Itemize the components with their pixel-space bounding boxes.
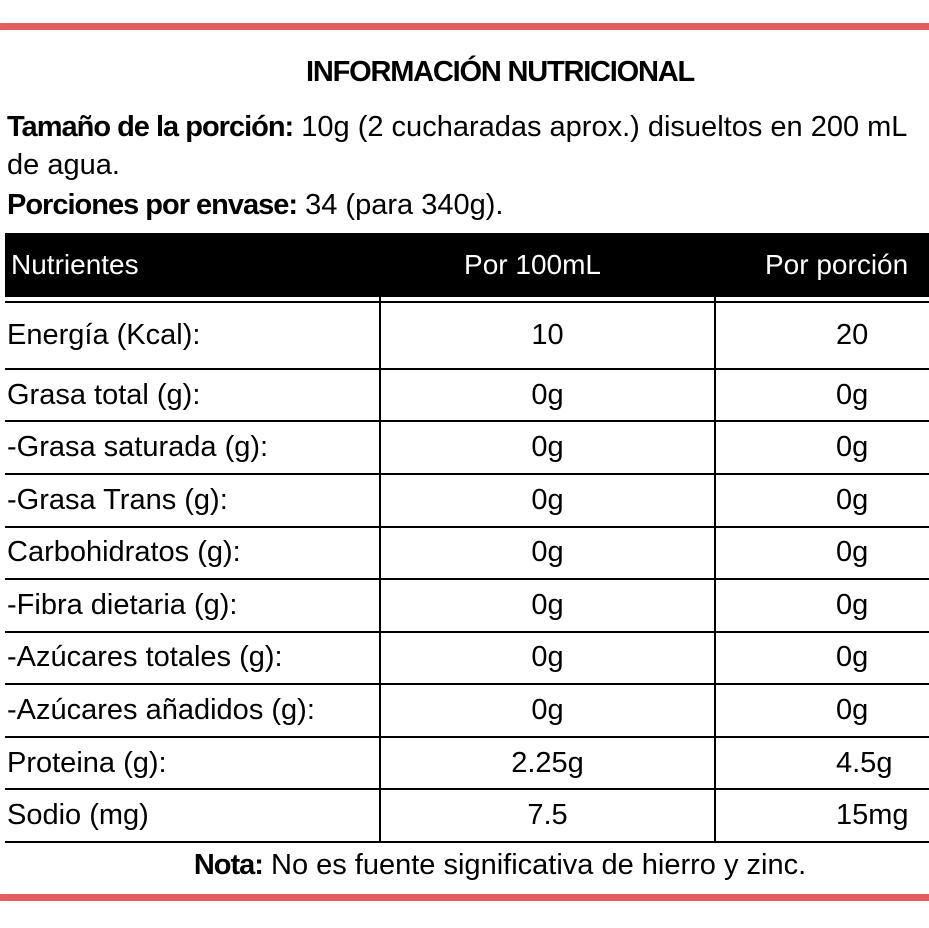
value-per-100ml: 10 [380, 302, 715, 369]
nutrition-title: INFORMACIÓN NUTRICIONAL [305, 56, 695, 88]
table-row [5, 579, 929, 632]
nutrient-name: -Grasa saturada (g): [5, 421, 380, 474]
header-nutrients: Nutrientes [5, 233, 380, 297]
value-per-100ml: 0g [380, 474, 715, 527]
value-per-100ml: 0g [380, 579, 715, 632]
value-per-100ml: 0g [380, 369, 715, 422]
serving-size-value: 10g (2 cucharadas aprox.) disueltos en 200 mL de agua. [7, 111, 907, 181]
header-per-serving: Por porción [715, 233, 929, 297]
table-row [5, 421, 929, 474]
nutrient-name: Energía (Kcal): [5, 302, 380, 369]
value-per-100ml: 2.25g [380, 737, 715, 790]
nutrient-name: Carbohidratos (g): [5, 527, 380, 580]
value-per-serving: 0g [715, 474, 929, 527]
footnote [0, 849, 929, 882]
table-row [5, 684, 929, 737]
nutrient-name: -Fibra dietaria (g): [5, 579, 380, 632]
nutrient-name: Sodio (mg) [5, 789, 380, 842]
value-per-100ml: 0g [380, 684, 715, 737]
value-per-100ml: 7.5 [380, 789, 715, 842]
header-per-100ml: Por 100mL [380, 233, 715, 297]
serving-size [7, 108, 929, 184]
value-per-serving: 4.5g [715, 737, 929, 790]
value-per-100ml: 0g [380, 632, 715, 685]
value-per-serving: 0g [715, 369, 929, 422]
value-per-serving: 20 [715, 302, 929, 369]
nutrient-name: Grasa total (g): [5, 369, 380, 422]
value-per-100ml: 0g [380, 421, 715, 474]
table-row [5, 527, 929, 580]
value-per-serving: 15mg [715, 789, 929, 842]
nutrient-name: -Grasa Trans (g): [5, 474, 380, 527]
nutrient-name: -Azúcares añadidos (g): [5, 684, 380, 737]
table-header-row [5, 233, 929, 297]
table-row [5, 789, 929, 842]
nutrition-table [5, 233, 929, 843]
note-text: No es fuente significativa de hierro y zinc. [262, 849, 807, 881]
table-row [5, 369, 929, 422]
note-label: Nota: [193, 849, 263, 881]
value-per-100ml: 0g [380, 527, 715, 580]
table-row [5, 632, 929, 685]
servings-per-container-value: 34 (para 340g). [297, 189, 504, 221]
table-row [5, 302, 929, 369]
value-per-serving: 0g [715, 632, 929, 685]
value-per-serving: 0g [715, 527, 929, 580]
nutrient-name: Proteina (g): [5, 737, 380, 790]
value-per-serving: 0g [715, 421, 929, 474]
table-row [5, 737, 929, 790]
serving-size-label: Tamaño de la porción: [7, 111, 294, 143]
servings-per-container [7, 186, 503, 224]
value-per-serving: 0g [715, 579, 929, 632]
servings-per-container-label: Porciones por envase: [7, 189, 298, 221]
value-per-serving: 0g [715, 684, 929, 737]
nutrient-name: -Azúcares totales (g): [5, 632, 380, 685]
table-row [5, 474, 929, 527]
